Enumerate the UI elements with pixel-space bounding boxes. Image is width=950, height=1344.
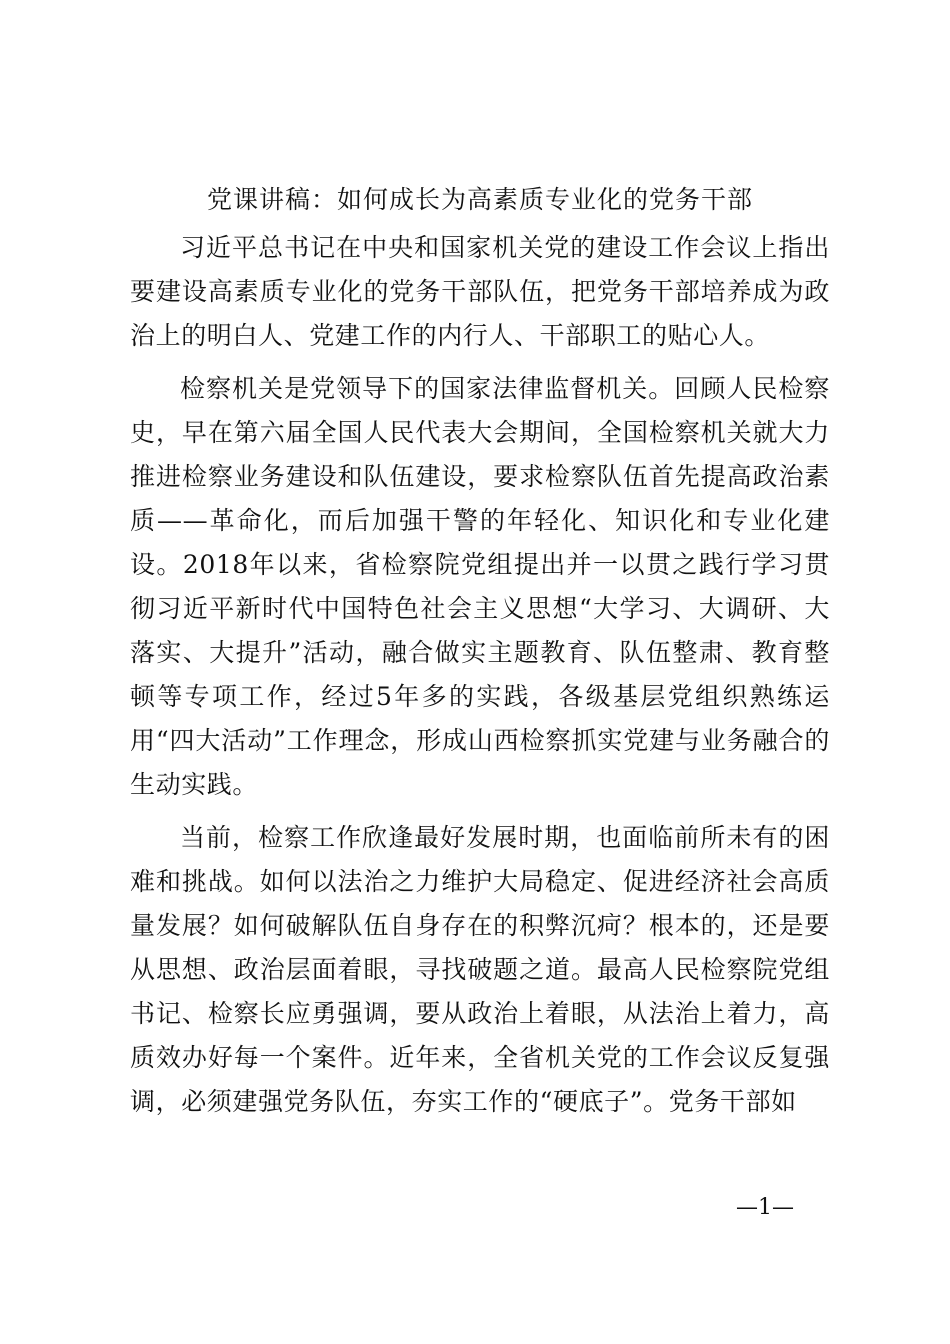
paragraph-1: 习近平总书记在中央和国家机关党的建设工作会议上指出要建设高素质专业化的党务干部队伍，把党务干部培养成为政治上的明白人、党建工作的内行人、干部职工的贴心人。 <box>130 233 830 350</box>
page-number: —1— <box>736 1195 794 1220</box>
document-title: 党课讲稿：如何成长为高素质专业化的党务干部 <box>206 185 753 214</box>
document-body <box>130 226 830 1124</box>
paragraph-2: 检察机关是党领导下的国家法律监督机关。回顾人民检察史，早在第六届全国人民代表大会期间，全国检察机关就大力推进检察业务建设和队伍建设，要求检察队伍首先提高政治素质——革命化，而后加强干警的年轻化、知识化和专业化建设。2018年以来，省检察院党组提出并一以贯之践行学习贯彻习近平新时代中国特色社会主义思想“大学习、大调研、大落实、大提升”活动，融合做实主题教育、队伍整肃、教育整顿等专项工作，经过5年多的实践，各级基层党组织熟练运用“四大活动”工作理念，形成山西检察抓实党建与业务融合的生动实践。 <box>130 374 830 799</box>
paragraph-3: 当前，检察工作欣逢最好发展时期，也面临前所未有的困难和挑战。如何以法治之力维护大局稳定、促进经济社会高质量发展？如何破解队伍自身存在的积弊沉疴？根本的，还是要从思想、政治层面着眼，寻找破题之道。最高人民检察院党组书记、检察长应勇强调，要从政治上着眼，从法治上着力，高质效办好每一个案件。近年来，全省机关党的工作会议反复强调，必须建强党务队伍，夯实工作的“硬底子”。党务干部如 <box>130 823 830 1116</box>
